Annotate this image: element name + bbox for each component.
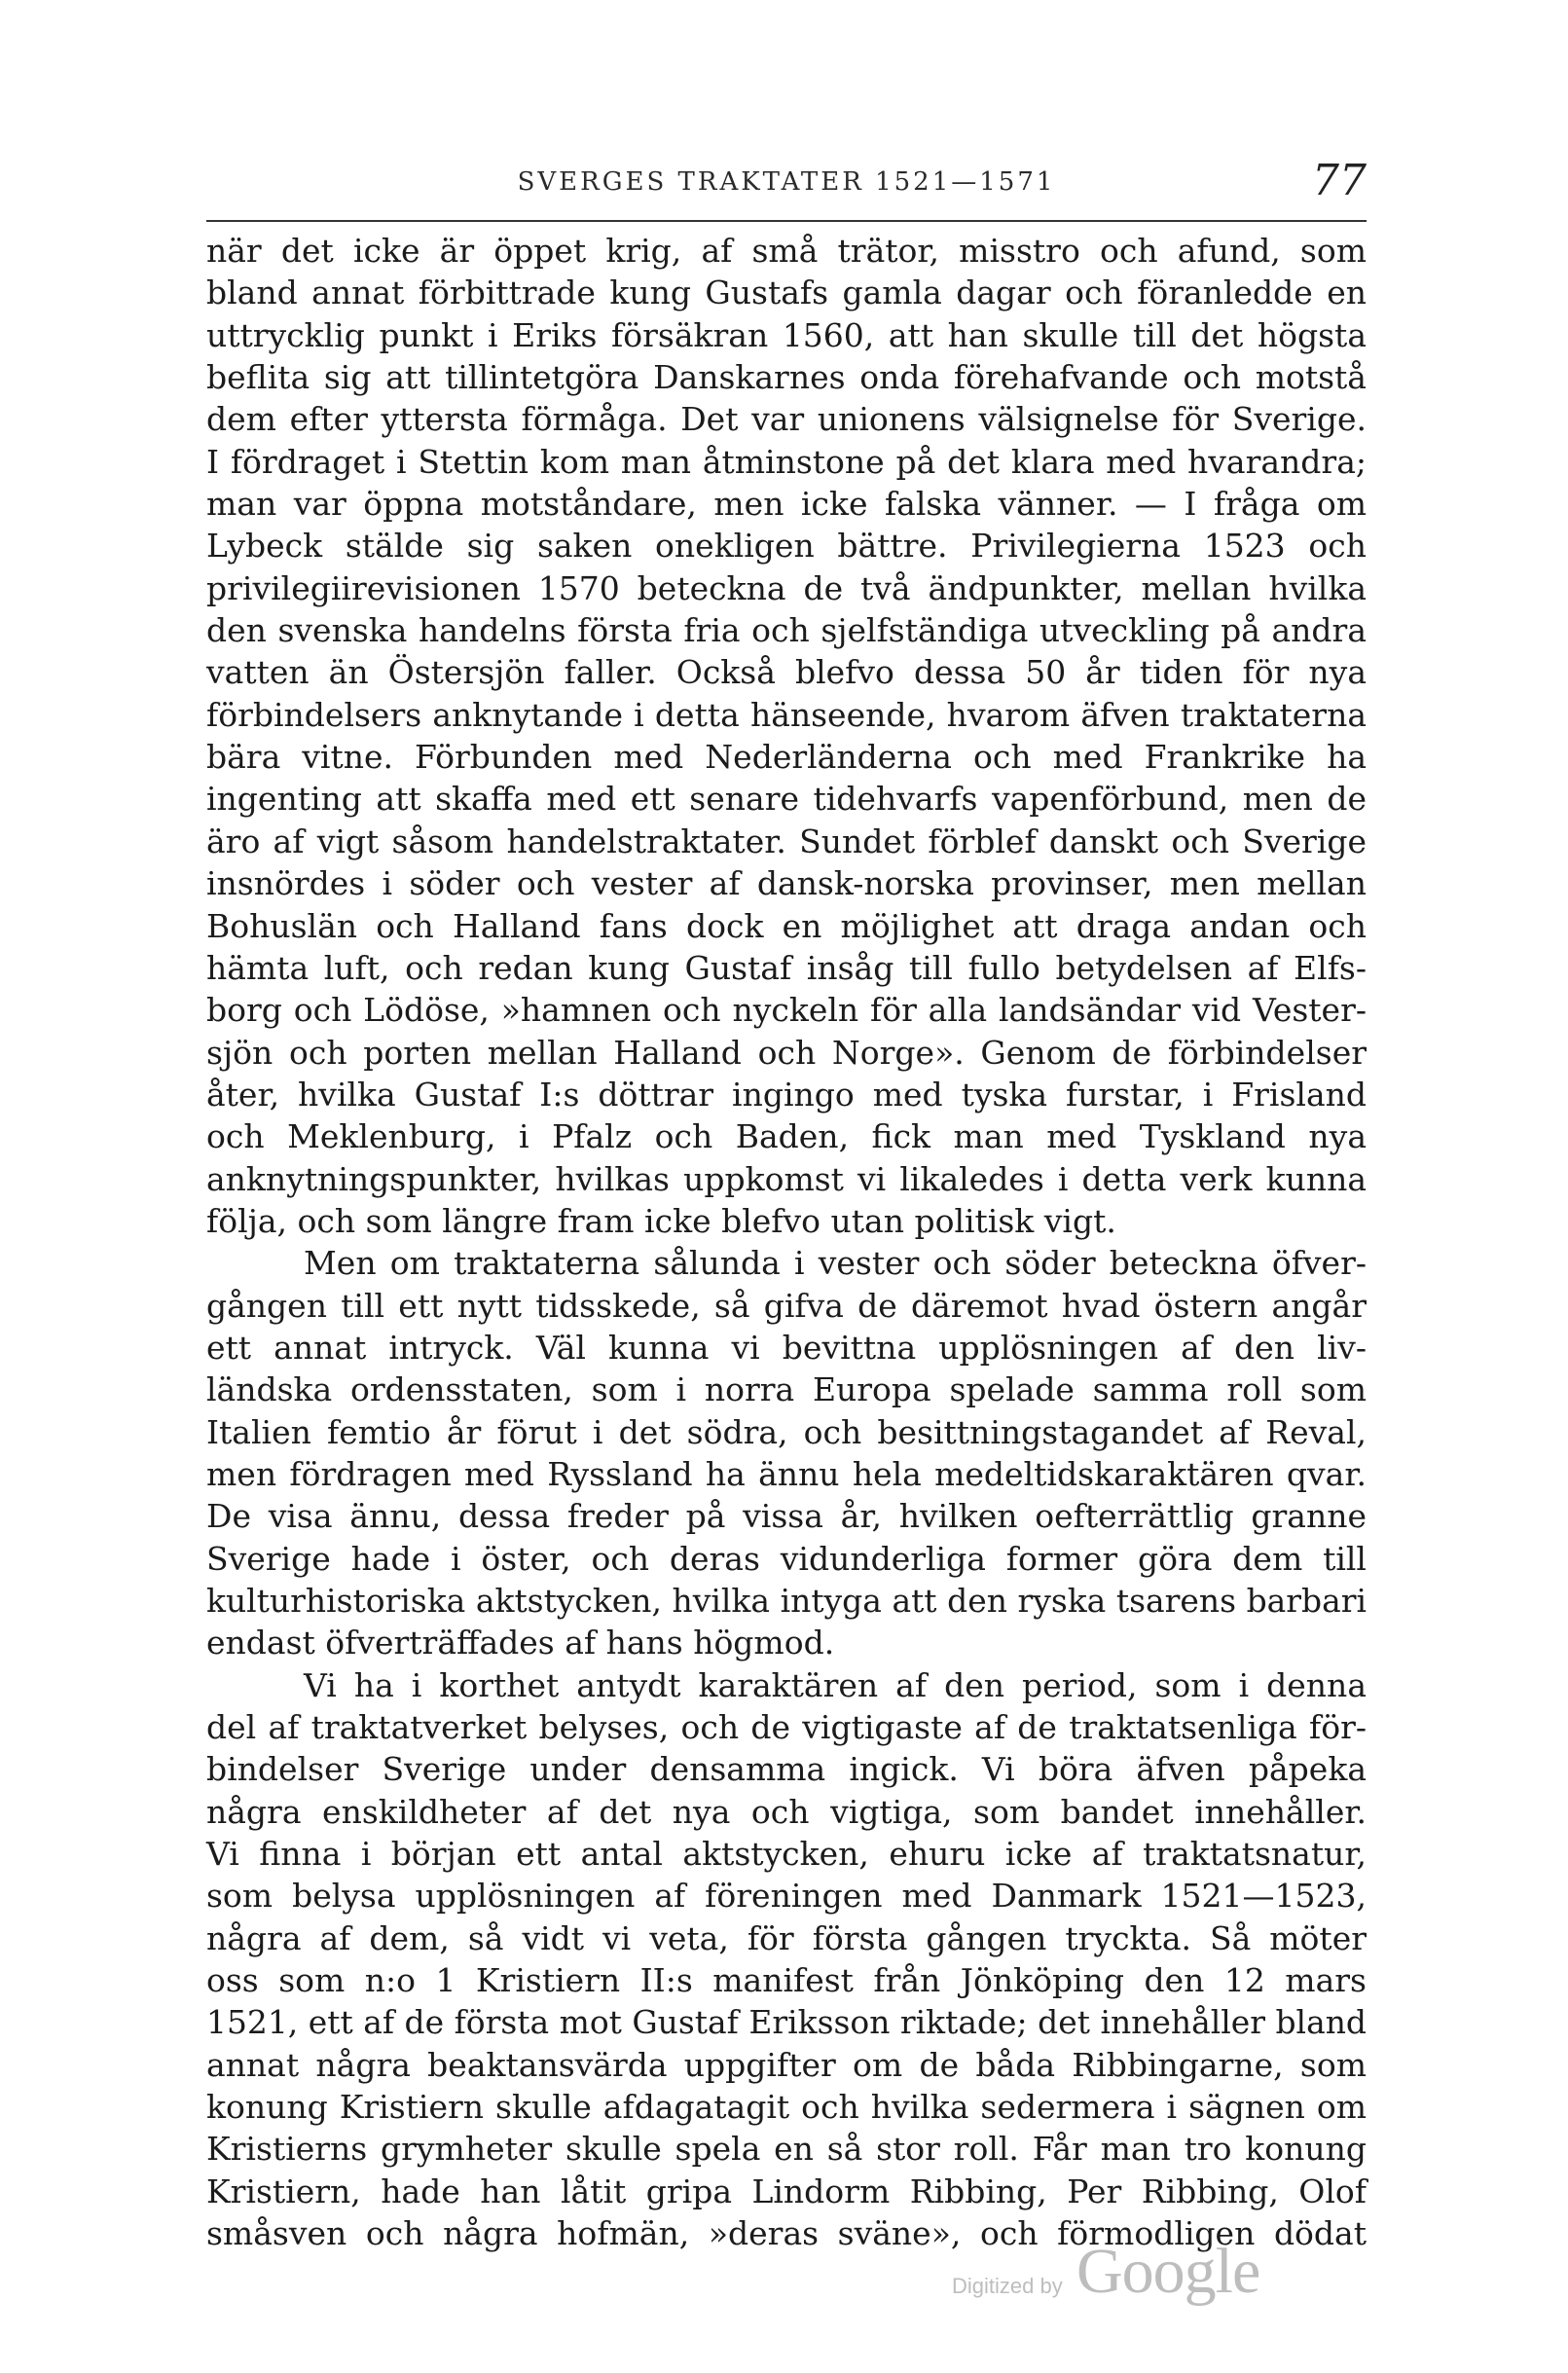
body-text <box>206 230 1367 2255</box>
text-line: Italien femtio år förut i det södra, och besittningstagandet af Reval, <box>206 1412 1367 1451</box>
text-line: när det icke är öppet krig, af små trätor, misstro och afund, som <box>206 232 1367 270</box>
text-line: Vi finna i början ett antal aktstycken, ehuru icke af traktatsnatur, <box>206 1835 1367 1874</box>
text-line: vatten än Östersjön faller. Också blefvo dessa 50 år tiden för nya <box>206 653 1367 692</box>
running-head <box>206 156 1367 214</box>
text-line: annat några beaktansvärda uppgifter om de båda Ribbingarne, som <box>206 2045 1367 2084</box>
digitized-label: Digitized by <box>952 2274 1063 2298</box>
text-line: Kristiern, hade han låtit gripa Lindorm Ribbing, Per Ribbing, Olof <box>206 2172 1367 2210</box>
text-line: och Meklenburg, i Pfalz och Baden, fick man med Tyskland nya <box>206 1117 1367 1156</box>
text-line: följa, och som längre fram icke blefvo utan politisk vigt. <box>206 1201 1116 1240</box>
text-line: oss som n:o 1 Kristiern II:s manifest från Jönköping den 12 mars <box>206 1961 1367 2000</box>
digitized-by-google-watermark <box>952 2235 1293 2313</box>
text-line: kulturhistoriska aktstycken, hvilka intyga att den ryska tsarens barbari <box>206 1582 1367 1620</box>
text-line: gången till ett nytt tidsskede, så gifva de däremot hvad östern angår <box>206 1286 1367 1325</box>
text-line: dem efter yttersta förmåga. Det var unionens välsignelse för Sverige. <box>206 400 1367 439</box>
text-line: borg och Lödöse, »hamnen och nyckeln för alla landsändar vid Vester- <box>206 991 1367 1030</box>
page-number: 77 <box>1312 156 1367 205</box>
text-line: den svenska handelns första fria och sjelfständiga utveckling på andra <box>206 611 1367 650</box>
text-line: bära vitne. Förbunden med Nederländerna och med Frankrike ha <box>206 738 1367 777</box>
text-line: sjön och porten mellan Halland och Norge». Genom de förbindelser <box>206 1033 1367 1072</box>
text-line: några af dem, så vidt vi veta, för första gången tryckta. Så möter <box>206 1918 1367 1957</box>
text-line: ett annat intryck. Väl kunna vi bevittna upplösningen af den liv- <box>206 1328 1367 1367</box>
header-rule <box>206 220 1367 222</box>
text-line: 1521, ett af de första mot Gustaf Eriksson riktade; det innehåller bland <box>206 2003 1367 2042</box>
text-line: De visa ännu, dessa freder på vissa år, hvilken oefterrättlig granne <box>206 1497 1367 1536</box>
text-line: men fördragen med Ryssland ha ännu hela medeltidskaraktären qvar. <box>206 1454 1367 1493</box>
text-line: ingenting att skaffa med ett senare tidehvarfs vapenförbund, men de <box>206 780 1367 819</box>
text-line: hämta luft, och redan kung Gustaf insåg till fullo betydelsen af Elfs- <box>206 948 1367 987</box>
text-line: del af traktatverket belyses, och de vigtigaste af de traktatsenliga för- <box>206 1708 1367 1747</box>
text-line: som belysa upplösningen af föreningen med Danmark 1521—1523, <box>206 1877 1367 1916</box>
text-line: privilegiirevisionen 1570 beteckna de två ändpunkter, mellan hvilka <box>206 568 1367 607</box>
text-line: Vi ha i korthet antydt karaktären af den period, som i denna <box>304 1665 1367 1704</box>
text-line: ländska ordensstaten, som i norra Europa spelade samma roll som <box>206 1370 1367 1409</box>
running-title: SVERGES TRAKTATER 1521—1571 <box>517 167 1056 197</box>
text-line: småsven och några hofmän, »deras sväne», och förmodligen dödat <box>206 2214 1367 2253</box>
text-line: Lybeck stälde sig saken onekligen bättre. Privilegierna 1523 och <box>206 527 1367 566</box>
text-line: några enskildheter af det nya och vigtiga, som bandet innehåller. <box>206 1792 1367 1831</box>
text-line: insnördes i söder och vester af dansk-norska provinser, men mellan <box>206 864 1367 903</box>
text-line: bindelser Sverige under densamma ingick. Vi böra äfven påpeka <box>206 1750 1367 1789</box>
text-line: man var öppna motståndare, men icke falska vänner. — I fråga om <box>206 485 1367 524</box>
text-line: förbindelsers anknytande i detta hänseende, hvarom äfven traktaterna <box>206 695 1367 734</box>
text-line: Bohuslän och Halland fans dock en möjlighet att draga andan och <box>206 906 1367 945</box>
text-line: äro af vigt såsom handelstraktater. Sundet förblef danskt och Sverige <box>206 821 1367 860</box>
text-line: endast öfverträffades af hans högmod. <box>206 1624 835 1662</box>
text-line: uttrycklig punkt i Eriks försäkran 1560, att han skulle till det högsta <box>206 315 1367 354</box>
text-line: Sverige hade i öster, och deras vidunderliga former göra dem till <box>206 1539 1367 1578</box>
text-line: konung Kristiern skulle afdagatagit och hvilka sedermera i sägnen om <box>206 2088 1367 2127</box>
google-logo: Google <box>1076 2236 1260 2307</box>
text-line: beflita sig att tillintetgöra Danskarnes onda förehafvande och motstå <box>206 358 1367 397</box>
text-line: Kristierns grymheter skulle spela en så stor roll. Får man tro konung <box>206 2130 1367 2169</box>
text-line: anknytningspunkter, hvilkas uppkomst vi likaledes i detta verk kunna <box>206 1159 1367 1198</box>
text-line: bland annat förbittrade kung Gustafs gamla dagar och föranledde en <box>206 274 1367 312</box>
text-line: I fördraget i Stettin kom man åtminstone på det klara med hvarandra; <box>206 442 1367 481</box>
text-line: åter, hvilka Gustaf I:s döttrar ingingo med tyska furstar, i Frisland <box>206 1075 1367 1113</box>
text-line: Men om traktaterna sålunda i vester och söder beteckna öfver- <box>304 1244 1367 1283</box>
